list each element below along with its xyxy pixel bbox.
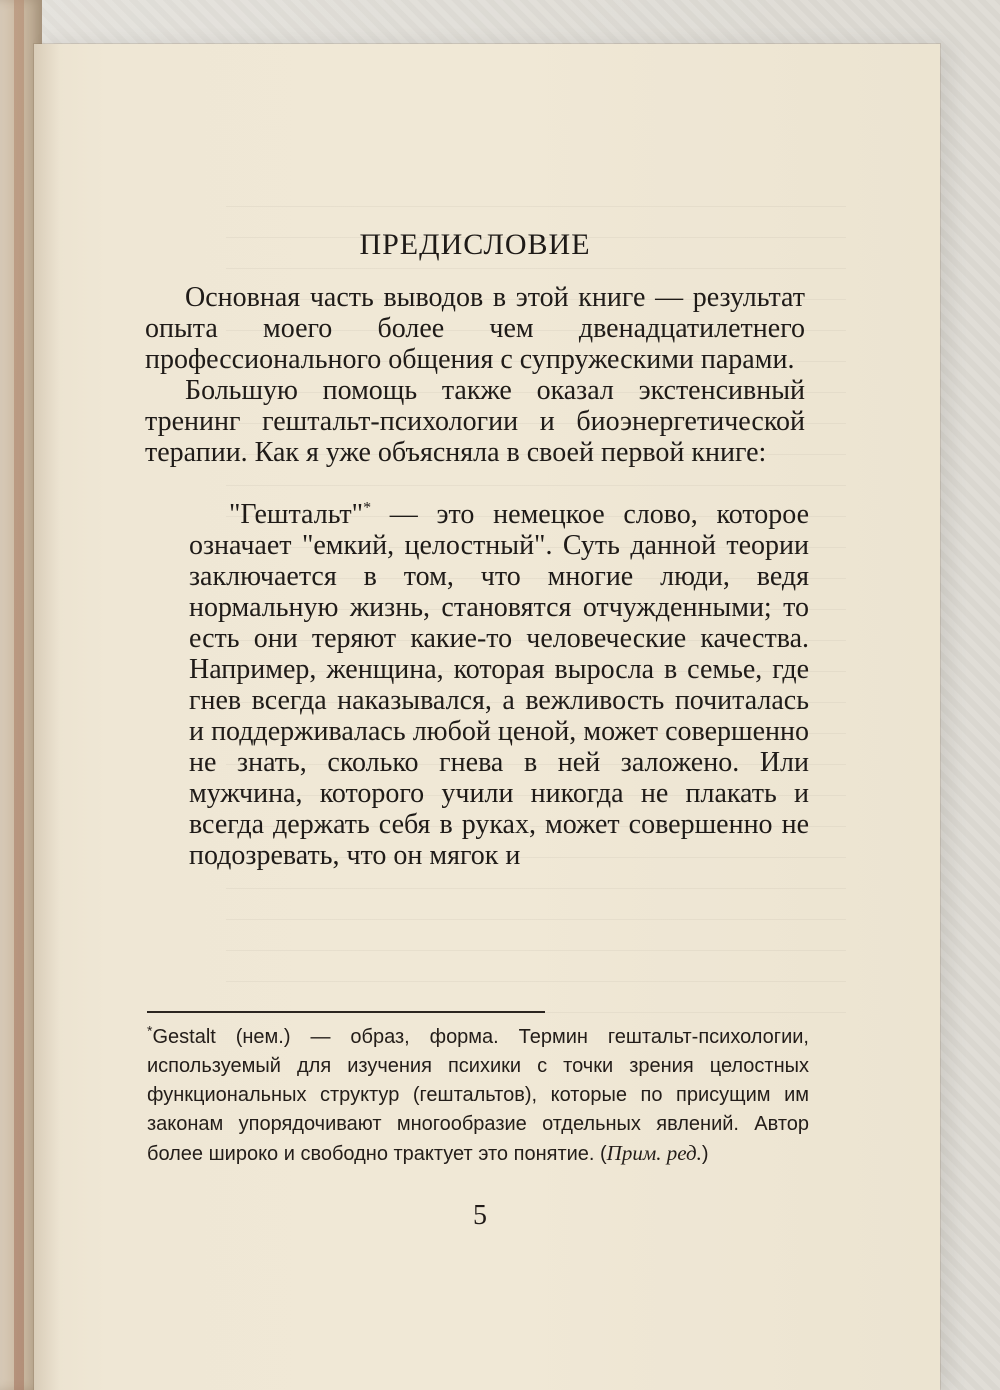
- book-spine-stripe: [14, 0, 24, 1390]
- main-text-area: [145, 170, 809, 871]
- paragraph-1: Основная часть выводов в этой книге — результат опыта моего более чем двенадцатилетнего профессионального общения с супружескими парами.: [145, 282, 805, 375]
- editor-note: Прим. ред.: [606, 1141, 702, 1165]
- footnote-text: Gestalt (нем.) — образ, форма. Термин гештальт-психологии, используемый для изучения психики с точки зрения целостных функциональных структур (гештальтов), которые по присущим им законам упорядочивают многообразие отдельных явлений. Автор более широко и свободно трактует это понятие. (: [147, 1026, 809, 1165]
- quote-start: "Гештальт": [229, 499, 364, 530]
- paragraph-2: Большую помощь также оказал экстенсивный тренинг гештальт-психологии и биоэнергетической терапии. Как я уже объясняла в своей первой книге:: [145, 375, 805, 468]
- footnote-reference: *: [363, 499, 372, 517]
- quote-rest: — это немецкое слово, которое означает "емкий, целостный". Суть данной теории заключается в том, что многие люди, ведя нормальную жизнь, становятся отчужденными; то есть они теряют какие-то человеческие качества. Например, женщина, которая выросла в семье, где гнев всегда наказывался, а вежливость почиталась и поддерживалась любой ценой, может совершенно не знать, сколько гнева в ней заложено. Или мужчина, которого учили никогда не плакать и всегда держать себя в руках, может совершенно не подозревать, что он мягок и: [189, 499, 809, 871]
- page-title: ПРЕДИСЛОВИЕ: [359, 228, 591, 261]
- quoted-passage: [189, 499, 809, 871]
- footnote-divider: [147, 1011, 545, 1013]
- page-number: 5: [473, 1200, 487, 1231]
- footnote-close: ): [701, 1143, 709, 1165]
- quote-paragraph: [189, 499, 809, 871]
- footnote: [147, 1023, 809, 1169]
- footnote-mark: *: [147, 1022, 153, 1039]
